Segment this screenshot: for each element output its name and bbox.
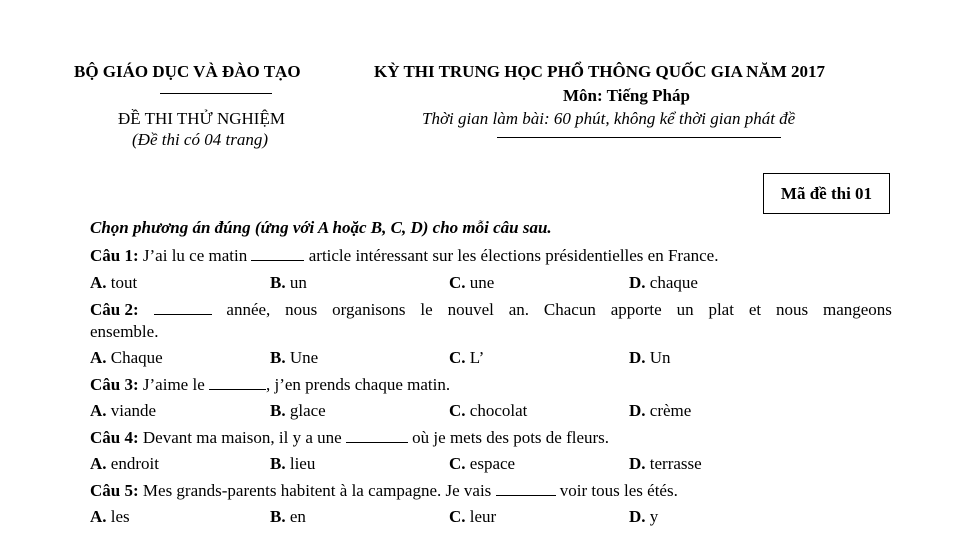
question-text-after: , j’en prends chaque matin. bbox=[266, 375, 451, 394]
exam-code: Mã đề thi 01 bbox=[780, 183, 873, 203]
option-a: A. tout bbox=[90, 273, 138, 292]
option-c: C. chocolat bbox=[449, 401, 528, 420]
question-text-before: J’aime le bbox=[138, 375, 209, 394]
option-c: C. une bbox=[449, 273, 495, 292]
option-d: D. chaque bbox=[629, 273, 698, 292]
question-text-after: où je mets des pots de fleurs. bbox=[407, 428, 610, 447]
question-5 bbox=[90, 481, 678, 501]
option-b: B. en bbox=[270, 507, 306, 526]
option-a: A. endroit bbox=[90, 454, 159, 473]
question-label: Câu 4: bbox=[90, 428, 139, 447]
subject: Môn: Tiếng Pháp bbox=[563, 86, 690, 105]
time-note: Thời gian làm bài: 60 phút, không kể thời gian phát đề bbox=[422, 109, 796, 128]
answer-blank bbox=[154, 300, 212, 315]
question-3 bbox=[90, 375, 450, 395]
exam-code-box bbox=[763, 173, 890, 214]
ministry-underline bbox=[160, 93, 272, 94]
option-c: C. leur bbox=[449, 507, 497, 526]
word: nouvel bbox=[447, 300, 494, 319]
question-text-before: Mes grands-parents habitent à la campagne. Je vais bbox=[138, 481, 496, 500]
question-text-before: J’ai lu ce matin bbox=[138, 246, 252, 265]
question-label: Câu 5: bbox=[90, 481, 139, 500]
question-label: Câu 1: bbox=[90, 246, 139, 265]
question-4 bbox=[90, 428, 609, 448]
question-label: Câu 2: bbox=[90, 300, 139, 319]
word: un bbox=[676, 300, 694, 319]
exam-type: ĐỀ THI THỬ NGHIỆM bbox=[118, 109, 285, 128]
option-d: D. terrasse bbox=[629, 454, 702, 473]
word: nous bbox=[775, 300, 809, 319]
question-2 bbox=[90, 300, 892, 320]
option-d: D. Un bbox=[629, 348, 671, 367]
answer-blank bbox=[496, 481, 556, 496]
word: mangeons bbox=[822, 300, 892, 319]
option-c: C. L’ bbox=[449, 348, 485, 367]
word: Chacun bbox=[543, 300, 596, 319]
word: apporte bbox=[610, 300, 662, 319]
option-b: B. un bbox=[270, 273, 307, 292]
option-b: B. lieu bbox=[270, 454, 316, 473]
ministry-name: BỘ GIÁO DỤC VÀ ĐÀO TẠO bbox=[74, 62, 301, 81]
instruction: Chọn phương án đúng (ứng với A hoặc B, C, D) cho mỗi câu sau. bbox=[90, 218, 552, 237]
answer-blank bbox=[209, 375, 266, 390]
pages-note: (Đề thi có 04 trang) bbox=[132, 130, 268, 149]
answer-blank bbox=[346, 428, 408, 443]
title-underline bbox=[497, 137, 781, 138]
option-c: C. espace bbox=[449, 454, 516, 473]
option-a: A. viande bbox=[90, 401, 157, 420]
question-text-after: voir tous les étés. bbox=[555, 481, 678, 500]
option-a: A. Chaque bbox=[90, 348, 163, 367]
option-d: D. crème bbox=[629, 401, 692, 420]
word: et bbox=[748, 300, 762, 319]
word: an. bbox=[508, 300, 530, 319]
question-text-after: article intéressant sur les élections présidentielles en France. bbox=[304, 246, 719, 265]
word: le bbox=[420, 300, 433, 319]
exam-title: KỲ THI TRUNG HỌC PHỔ THÔNG QUỐC GIA NĂM 2017 bbox=[374, 62, 826, 81]
word: organisons bbox=[332, 300, 406, 319]
answer-blank bbox=[251, 246, 304, 261]
question-2-line2: ensemble. bbox=[90, 322, 159, 341]
option-a: A. les bbox=[90, 507, 130, 526]
option-b: B. glace bbox=[270, 401, 326, 420]
question-text-before: Devant ma maison, il y a une bbox=[138, 428, 346, 447]
question-label: Câu 3: bbox=[90, 375, 139, 394]
word: nous bbox=[285, 300, 318, 319]
question-1 bbox=[90, 246, 718, 266]
option-b: B. Une bbox=[270, 348, 319, 367]
word: année, bbox=[226, 300, 271, 319]
word: plat bbox=[708, 300, 734, 319]
option-d: D. y bbox=[629, 507, 659, 526]
